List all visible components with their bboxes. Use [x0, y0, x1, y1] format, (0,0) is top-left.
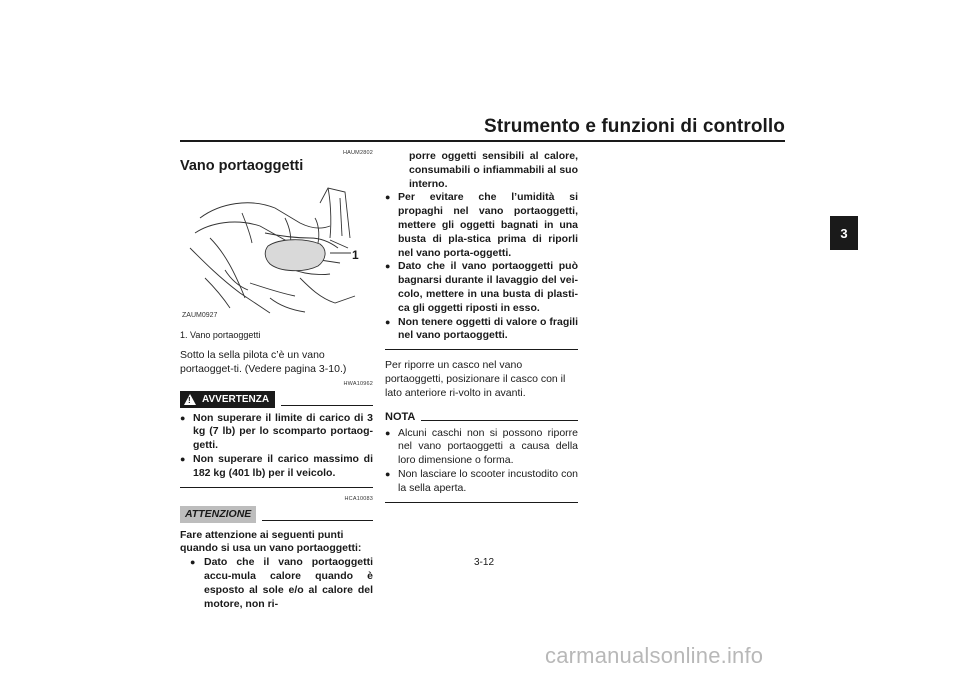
warning-code: HWA10962 [343, 380, 373, 387]
intro-paragraph: Sotto la sella pilota c’è un vano portaogget-ti. (Vedere pagina 3-10.) [180, 349, 347, 375]
nota-header [385, 411, 578, 423]
page-number: 3-12 [473, 557, 494, 568]
figure-callout: 1 [352, 248, 359, 262]
watermark: carmanualsonline.info [545, 643, 764, 668]
nota-end-rule [385, 502, 578, 503]
warning-label: AVVERTENZA [202, 393, 270, 405]
list-item: ● Alcuni caschi non si possono riporre nel vano portaoggetti a causa della loro dimensione o forma. [385, 427, 578, 468]
caution-list [385, 191, 578, 343]
nota-list [385, 427, 578, 496]
caution-list-start [180, 556, 373, 611]
caution-lead: Fare attenzione ai seguenti punti quando si usa un vano portaoggetti: [180, 528, 362, 555]
warning-header [180, 391, 373, 408]
list-item: ● Dato che il vano portaoggetti può bagnarsi durante il lavaggio del vei-colo, mettere in una busta di plasti-ca gli oggetti riposti in esso. [385, 260, 578, 315]
page-header-title: Strumento e funzioni di controllo [484, 116, 785, 137]
section-title: Vano portaoggetti [180, 158, 304, 174]
section-code: HAUM2802 [342, 150, 373, 156]
caution-header [180, 506, 373, 523]
list-item: ● Per evitare che l’umidità si propaghi nel vano portaoggetti, mettere gli oggetti bagnati in una busta di pla-stica prima di riporli nel vano porta-oggetti. [385, 191, 578, 260]
list-item: ● Dato che il vano portaoggetti accu-mula calore quando è esposto al sole e/o al calore del motore, non ri- [180, 556, 373, 611]
header-rule [180, 140, 785, 142]
chapter-tab: 3 [830, 216, 858, 250]
helmet-paragraph: Per riporre un casco nel vano portaoggetti, posizionare il casco con il lato anteriore ri-volto in avanti. [385, 359, 566, 399]
column-right [385, 150, 578, 503]
warning-triangle-icon: ! [184, 394, 196, 405]
warning-badge [180, 391, 275, 408]
figure-caption: 1. Vano portaoggetti [180, 330, 261, 340]
warning-rule [281, 405, 373, 406]
list-item: ● Non tenere oggetti di valore o fragili nel vano portaoggetti. [385, 316, 578, 344]
storage-compartment-illustration [180, 178, 373, 328]
column-left [180, 150, 373, 611]
list-item: ● Non superare il limite di carico di 3 kg (7 lb) per lo scomparto portaog-getti. [180, 412, 373, 453]
caution-rule [262, 520, 373, 521]
warning-end-rule [180, 487, 373, 488]
caution-code: HCA10083 [344, 495, 373, 502]
figure-code: ZAUM0927 [182, 312, 218, 319]
caution-continued-text: porre oggetti sensibili al calore, consumabili o infiammabili al suo interno. [409, 150, 578, 190]
list-item: ● Non superare il carico massimo di 182 kg (401 lb) per il veicolo. [180, 453, 373, 481]
nota-rule [421, 420, 578, 421]
caution-badge: ATTENZIONE [180, 506, 256, 523]
warning-list [180, 412, 373, 481]
scooter-line-drawing [180, 178, 373, 328]
nota-label: NOTA [385, 410, 416, 423]
list-item: ● Non lasciare lo scooter incustodito con la sella aperta. [385, 468, 578, 496]
caution-end-rule [385, 349, 578, 350]
